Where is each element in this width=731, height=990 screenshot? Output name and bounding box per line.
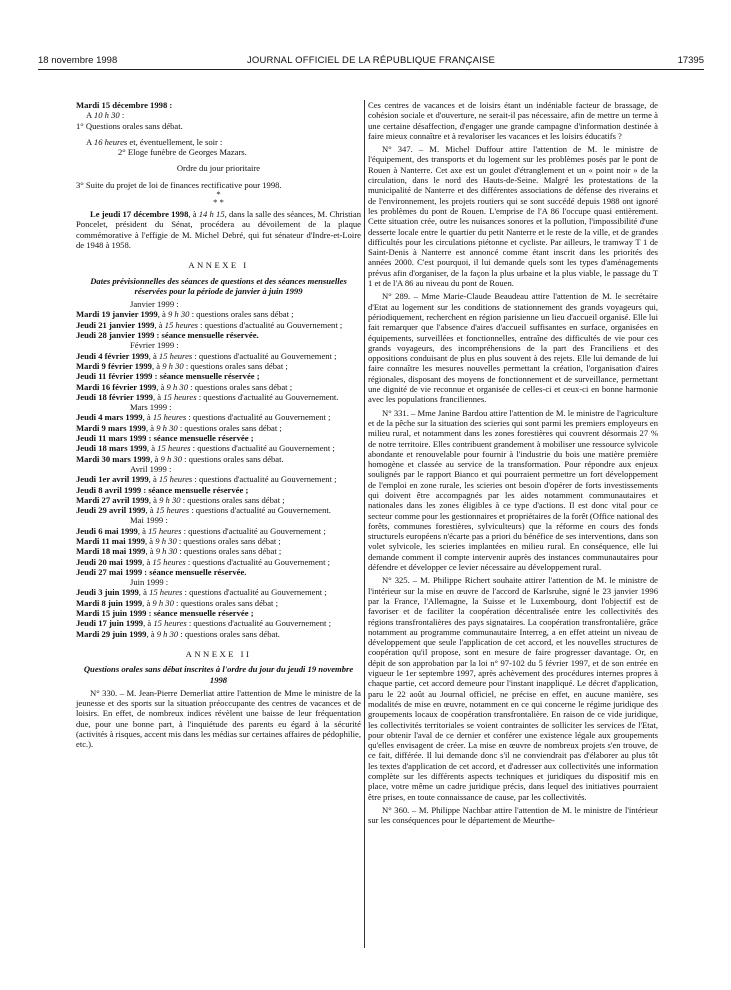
separator-star: *: [216, 189, 221, 200]
agenda-item: 2° Eloge funèbre de Georges Mazars.: [118, 147, 247, 158]
schedule-entry: Mardi 16 février 1999, à 9 h 30 : questions orales sans débat ;: [76, 381, 293, 392]
schedule-entry: Mardi 18 mai 1999, à 9 h 30 : questions orales sans débat ;: [76, 546, 282, 557]
schedule-entry: Mardi 9 mars 1999, à 9 h 30 : questions orales sans débat ;: [76, 422, 282, 433]
month-heading: Janvier 1999 :: [130, 299, 179, 310]
schedule-entry: Jeudi 28 janvier 1999 : séance mensuelle réservée.: [76, 330, 259, 341]
annexe-subtitle: Questions orales sans débat inscrites à l'ordre du jour du jeudi 19 novembre 1998: [83, 664, 354, 685]
agenda-heading: Ordre du jour prioritaire: [176, 163, 261, 174]
annexe-heading: ANNEXE II: [185, 648, 252, 659]
schedule-entry: Mardi 15 juin 1999 : séance mensuelle réservée ;: [76, 608, 254, 619]
schedule-entry: Jeudi 17 juin 1999, à 15 heures : questions d'actualité au Gouvernement ;: [76, 618, 331, 629]
schedule-entry: Jeudi 20 mai 1999, à 15 heures : questions d'actualité au Gouvernement ;: [76, 556, 331, 567]
month-heading: Février 1999 :: [130, 340, 179, 351]
schedule-entry: Mardi 29 juin 1999, à 9 h 30 : questions orales sans débat.: [76, 628, 280, 639]
header-date: 18 novembre 1998: [38, 55, 118, 66]
column-divider: [364, 100, 365, 948]
month-heading: Mai 1999 :: [130, 515, 168, 526]
schedule-entry: Jeudi 4 février 1999, à 15 heures : questions d'actualité au Gouvernement ;: [76, 350, 337, 361]
right-column: [368, 100, 658, 825]
schedule-entry: Jeudi 11 mars 1999 : séance mensuelle réservée ;: [76, 433, 254, 444]
agenda-item: 3° Suite du projet de loi de finances rectificative pour 1998.: [76, 179, 282, 190]
question-paragraph: N° 347. – M. Michel Duffour attire l'attention de M. le ministre de l'équipement, des transports et du logement sur les problèmes posés par le pont de Rouen à Nanterre. Cet axe est un goulet d'étranglement et un « point noir » de la circulation, dans le nord des Hauts-de-Seine. Malgré les protestations de la municipalité de Nanterre et des différentes associations de défense des riverains et de l'environnement, les projets routiers qui se sont succédé depuis 1988 ont ignoré les problèmes du pont de Rouen. L'emprise de l'A 86 l'occupe quasi entièrement. Cette situation crée, outre les nuisances sonores et la pollution, l'impossibilité d'une desserte locale entre le quartier du petit Nanterre et le reste de la ville, et de grandes difficultés pour les circulations piétonne et cycliste. Par ailleurs, le tramway T 1 de Saint-Denis à Nanterre est annoncé comme étant inscrit dans les priorités des années 2000. C'est pourquoi, il lui demande quels sont les types d'aménagements prévus afin d'organiser, de la façon la plus urbaine et la plus viable, le passage du T 1 et de l'A 86 au niveau du pont de Rouen.: [368, 144, 658, 289]
schedule-entry: Jeudi 3 juin 1999, à 15 heures : questions d'actualité au Gouvernement ;: [76, 587, 327, 598]
month-heading: Juin 1999 :: [130, 577, 169, 588]
agenda-date: Mardi 15 décembre 1998 :: [76, 100, 173, 110]
schedule-entry: Jeudi 11 février 1999 : séance mensuelle réservée ;: [76, 371, 260, 382]
schedule-entry: Jeudi 18 février 1999, à 15 heures : questions d'actualité au Gouvernement.: [76, 391, 339, 402]
schedule-entry: Jeudi 29 avril 1999, à 15 heures : questions d'actualité au Gouvernement.: [76, 505, 331, 516]
question-paragraph: N° 289. – Mme Marie-Claude Beaudeau attire l'attention de M. le secrétaire d'Etat au logement sur les conditions de stationnement des grands voyageurs qui, périodiquement, recherchent en région parisienne un lieu d'accueil organisé. Elle lui fait remarquer que l'absence d'aires d'accueil suffisantes en surface, organisées en équipements, surveillées et fonctionnelles, entraîne des difficultés de vie pour ces grands voyageurs, des incompréhensions de la part des Franciliens et des oppositions conduisant de plus en plus souvent à des rejets. Elle lui demande de lui faire connaître les mesures nouvelles permettant la création, l'organisation d'aires régionales, disposant des moyens de fonctionnement et de surveillance, permettant une dignité de vie reconnue et organisée de celles-ci et ceux-ci en bonne harmonie avec les populations franciliennes.: [368, 291, 658, 405]
schedule-entry: Mardi 8 juin 1999, à 9 h 30 : questions orales sans débat ;: [76, 597, 278, 608]
header-rule: [38, 69, 704, 70]
month-heading: Mars 1999 :: [130, 402, 172, 413]
header-title: JOURNAL OFFICIEL DE LA RÉPUBLIQUE FRANÇAISE: [246, 55, 496, 66]
agenda-time: A 16 heures et, éventuellement, le soir :: [86, 136, 223, 147]
schedule-entry: Mardi 11 mai 1999, à 9 h 30 : questions orales sans débat ;: [76, 535, 281, 546]
separator-stars: * *: [213, 197, 224, 208]
agenda-time: A 10 h 30 :: [86, 110, 125, 121]
month-heading: Avril 1999 :: [130, 463, 172, 474]
paragraph: Le jeudi 17 décembre 1998, à 14 h 15, dans la salle des séances, M. Christian Poncelet, président du Sénat, procédera au dévoilement de la plaque commémorative à l'effigie de M. Michel Debré, qui fut sénateur d'Indre-et-Loire de 1948 à 1958.: [76, 209, 361, 250]
header-page-number: 17395: [677, 55, 704, 66]
schedule-entry: Mardi 9 février 1999, à 9 h 30 : questions orales sans débat ;: [76, 360, 288, 371]
running-header: [38, 55, 704, 69]
schedule-entry: Mardi 30 mars 1999, à 9 h 30 : questions orales sans débat.: [76, 453, 284, 464]
schedule-entry: Jeudi 27 mai 1999 : séance mensuelle réservée.: [76, 566, 247, 577]
agenda-item: 1° Questions orales sans débat.: [76, 120, 183, 131]
schedule-entry: Jeudi 1er avril 1999, à 15 heures : questions d'actualité au Gouvernement ;: [76, 474, 337, 485]
schedule-entry: Jeudi 21 janvier 1999, à 15 heures : questions d'actualité au Gouvernement ;: [76, 319, 343, 330]
annexe-subtitle: Dates prévisionnelles des séances de questions et des séances mensuelles réservées pour la période de janvier à juin 1999: [90, 275, 347, 296]
paragraph: Ces centres de vacances et de loisirs étant un indéniable facteur de brassage, de cohésion sociale et d'ouverture, ne serait-il pas nécessaire, afin de mettre un terme à une certaine désaffection, d'engager une grande campagne d'information destinée à faire mieux connaître et à revaloriser les vacances et les loisirs éducatifs ?: [368, 100, 658, 141]
schedule-entry: Mardi 19 janvier 1999, à 9 h 30 : questions orales sans débat ;: [76, 309, 294, 320]
question-paragraph: N° 331. – Mme Janine Bardou attire l'attention de M. le ministre de l'agriculture et de la pêche sur la situation des scieries qui sont parmi les premiers employeurs en milieu rural, et notamment dans les zones forestières qui couvrent désormais 27 % de notre territoire. Elles contribuent grandement à mobiliser une ressource sylvicole abondante et renouvelable pour fournir à l'industrie du bois une matière première homogène et classée au service de la transformation. Pour répondre aux enjeux soulignés par le rapport Bianco et qui pourraient permettre un fort développement de l'emploi en zone rurale, les scieries ont besoin d'opérer de forts investissements qui doivent être accompagnés par les aides notamment communautaires et nationales dans les zones éligibles à ce type d'actions. Il est donc vital pour ce secteur comme pour les gestionnaires et propriétaires de la forêt (Office national des forêts, communes forestières, sylviculteurs) que la réforme en cours des fonds structurels européens n'écarte pas a priori du bénéfice de ses interventions, dans son volet sylvicole, les scieries implantées en milieu rural. En conséquence, elle lui demande comment il compte intervenir auprès des instances communautaires pour défendre et développer ce levier nécessaire au développement rural.: [368, 407, 659, 573]
question-paragraph: N° 330. – M. Jean-Pierre Demerliat attire l'attention de Mme le ministre de la jeunesse et des sports sur la situation préoccupante des centres de vacances et de loisirs. En effet, de nombreux indices révèlent une baisse de leur fréquentation due, pour une bonne part, à l'inquiétude des parents eu égard à la sécurité (activités à risques, accent mis dans les médias sur certaines affaires de pédophilie, etc.).: [76, 687, 361, 750]
annexe-heading: ANNEXE I: [188, 260, 249, 271]
schedule-entry: Jeudi 18 mars 1999, à 15 heures : questions d'actualité au Gouvernement ;: [76, 443, 335, 454]
schedule-entry: Jeudi 4 mars 1999, à 15 heures : questions d'actualité au Gouvernement ;: [76, 412, 331, 423]
question-paragraph: N° 360. – M. Philippe Nachbar attire l'attention de M. le ministre de l'intérieur sur les conséquences pour le département de Meurthe-: [368, 804, 658, 826]
question-paragraph: N° 325. – M. Philippe Richert souhaite attirer l'attention de M. le ministre de l'intérieur sur la mise en œuvre de l'accord de Karlsruhe, signé le 23 janvier 1996 par la France, l'Allemagne, la Suisse et le Luxembourg, dont l'objectif est de favoriser et de faciliter la coopération décentralisée entre les collectivités des régions transfrontalières des pays signataires. La coopération transfrontalière, grâce notamment au programme communautaire Interreg, a en effet atteint un niveau de développement que seule l'application de cet accord, et les nouvelles structures de coopération qu'il propose, sont en mesure de faire progresser davantage. Or, en dépit de son approbation par la loi n° 97-102 du 5 février 1997, et de son entrée en vigueur le 1er septembre 1997, après achèvement des procédures internes propres à chaque partie, cet accord demeure pour l'instant inappliqué. Le décret d'application, paru le 22 août au Journal officiel, ne précise en effet, en aucune manière, ses modalités de mise en œuvre, notamment en ce qui concerne le régime juridique des groupements locaux de coopération transfrontalière. En raison de ce vide juridique, les collectivités territoriales se voient contraintes de solliciter les services de l'Etat, pour obtenir l'aval de ce dernier et conférer une existence légale aux groupements qu'elles envisagent de créer. La mise en œuvre de nombreux projets s'en trouve, de ce fait, différée. Il lui demande donc s'il ne conviendrait pas d'élaborer au plus tôt les textes d'application de cet accord, et d'adresser aux collectivités une information complète sur les différents aspects techniques et juridiques du dispositif mis en place, votre même un cadre juridique précis, dans lequel des initiatives pourraient être prises, en toute connaissance de cause, par les collectivités.: [368, 575, 658, 802]
schedule-entry: Mardi 27 avril 1999, à 9 h 30 : questions orales sans débat ;: [76, 494, 285, 505]
schedule-entry: Jeudi 6 mai 1999, à 15 heures : questions d'actualité au Gouvernement ;: [76, 525, 326, 536]
schedule-entry: Jeudi 8 avril 1999 : séance mensuelle réservée ;: [76, 484, 249, 495]
left-column: [76, 100, 361, 750]
